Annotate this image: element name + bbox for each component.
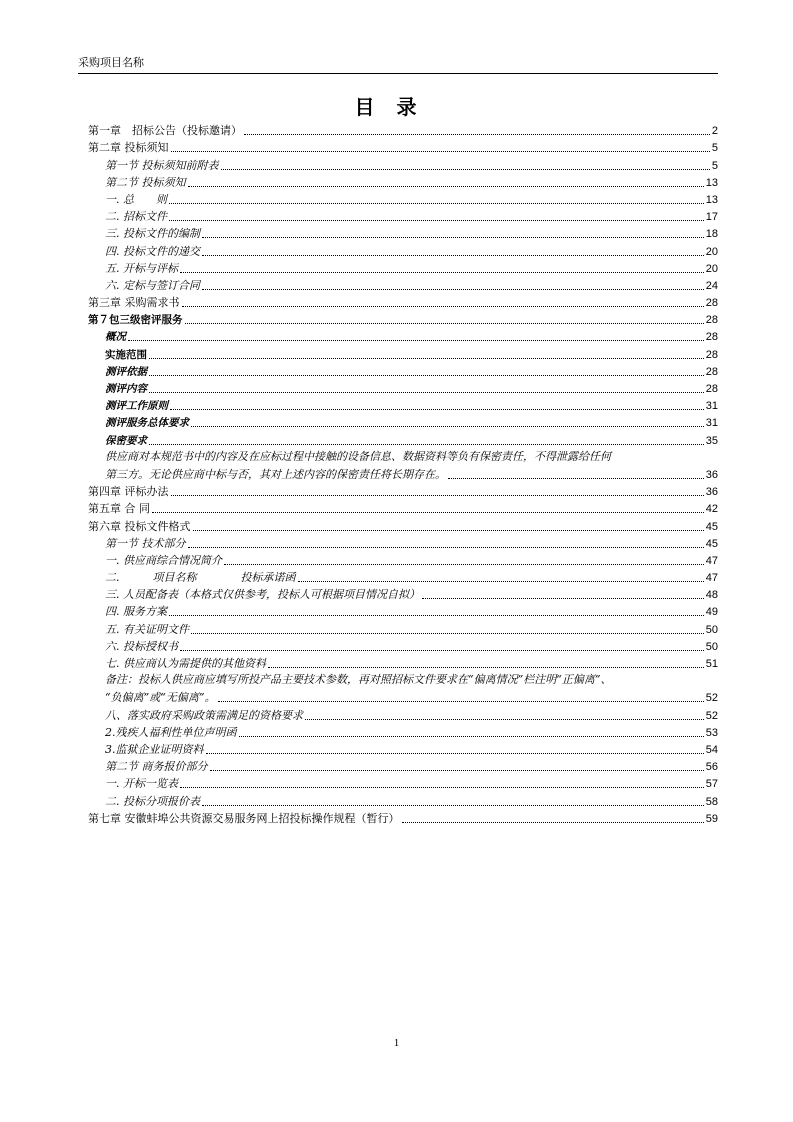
toc-entry-label: 测评依据 xyxy=(105,365,147,378)
toc-entry-label: 第７包三级密评服务 xyxy=(88,314,183,327)
toc-entry[interactable] xyxy=(88,362,718,379)
page-header xyxy=(78,56,718,74)
toc-entry-leader xyxy=(402,822,704,823)
toc-entry[interactable] xyxy=(88,241,718,258)
toc-entry[interactable] xyxy=(88,379,718,396)
toc-entry-label: 测评服务总体要求 xyxy=(105,417,189,430)
toc-entry-page: 42 xyxy=(705,503,718,516)
toc-entry-page: 17 xyxy=(705,211,718,224)
toc-entry-label: 六. 定标与签订合同 xyxy=(105,278,200,292)
toc-entry[interactable] xyxy=(88,155,718,172)
toc-entry[interactable] xyxy=(88,276,718,293)
toc-entry[interactable] xyxy=(88,121,718,138)
toc-entry[interactable] xyxy=(88,602,718,619)
toc-entry-page: 45 xyxy=(705,537,718,550)
toc-entry[interactable] xyxy=(88,568,718,585)
toc-entry-page: 36 xyxy=(705,468,718,481)
toc-entry-label: 备注：投标人供应商应填写所投产品主要技术参数，再对照招标文件要求在“偏离情况”栏注明“正偏离”、 xyxy=(105,673,612,687)
toc-entry-label: 3.监狱企业证明资料 xyxy=(105,742,204,756)
toc-entry-label: 第三章 采购需求书 xyxy=(88,296,180,310)
toc-entry-leader xyxy=(171,495,704,496)
toc-entry[interactable] xyxy=(88,190,718,207)
toc-entry-leader xyxy=(169,203,704,204)
toc-entry-page: 28 xyxy=(705,383,718,395)
toc-entry-page: 31 xyxy=(705,417,718,430)
toc-entry-label: 一. 开标一览表 xyxy=(105,777,178,791)
toc-entry-leader xyxy=(169,220,704,221)
toc-entry-page: 20 xyxy=(705,245,718,258)
toc-entry-label: 二. 投标分项报价表 xyxy=(105,794,200,808)
toc-entry-page: 28 xyxy=(705,314,718,327)
toc-entry-page: 53 xyxy=(705,726,718,739)
toc-entry-page: 35 xyxy=(705,434,718,447)
toc-entry-label: 概况 xyxy=(105,331,126,344)
toc-entry-leader xyxy=(298,581,704,582)
toc-entry[interactable] xyxy=(88,809,718,826)
toc-entry[interactable] xyxy=(88,396,718,413)
toc-entry-leader xyxy=(224,564,704,565)
toc-entry-page: 28 xyxy=(705,297,718,310)
toc-entry-leader xyxy=(182,306,704,307)
toc-entry-page: 47 xyxy=(705,572,718,585)
toc-entry-page: 13 xyxy=(705,193,718,206)
toc-entry-leader xyxy=(202,237,704,238)
toc-entry-label: 第二节 商务报价部分 xyxy=(105,760,208,774)
toc-entry-leader xyxy=(149,358,704,359)
toc-entry-page: 57 xyxy=(705,778,718,791)
toc-entry-leader xyxy=(152,512,704,513)
toc-entry-page: 50 xyxy=(705,623,718,636)
toc-entry-leader xyxy=(128,340,704,341)
toc-entry[interactable] xyxy=(88,259,718,276)
toc-entry-page: 47 xyxy=(705,554,718,567)
toc-entry-leader xyxy=(210,770,704,771)
toc-entry-label: 六. 投标授权书 xyxy=(105,639,178,653)
toc-entry[interactable] xyxy=(88,705,718,722)
toc-entry-page: 54 xyxy=(705,743,718,756)
toc-entry-label: 三. 人员配备表（本格式仅供参考，投标人可根据项目情况自拟） xyxy=(105,588,420,602)
toc-entry[interactable] xyxy=(88,551,718,568)
toc-entry-leader xyxy=(188,547,704,548)
toc-entry-leader xyxy=(188,186,704,187)
toc-entry-label-continued: “负偏离”或“无偏离”。 xyxy=(105,691,216,705)
page-number: 1 xyxy=(393,1037,400,1049)
toc-entry-leader xyxy=(149,375,704,376)
toc-entry-leader xyxy=(169,615,704,616)
toc-entry-label: 第四章 评标办法 xyxy=(88,485,169,499)
toc-entry-page: 52 xyxy=(705,692,718,705)
toc-entry-label: 一. 供应商综合情况简介 xyxy=(105,553,222,567)
toc-entry[interactable] xyxy=(88,138,718,155)
project-name: 采购项目名称 xyxy=(78,56,144,69)
toc-entry-leader xyxy=(149,392,704,393)
toc-entry-page: 45 xyxy=(705,520,718,533)
toc-entry[interactable] xyxy=(88,413,718,430)
toc-entry-page: 13 xyxy=(705,176,718,189)
toc-entry-label: 二. 项目名称 投标承诺函 xyxy=(105,571,296,585)
toc-entry[interactable] xyxy=(88,534,718,551)
toc-entry[interactable] xyxy=(88,173,718,190)
toc-entry-leader xyxy=(202,255,704,256)
toc-entry[interactable] xyxy=(88,619,718,636)
toc-entry-page: 2 xyxy=(711,125,718,138)
toc-entry-leader xyxy=(244,134,710,135)
toc-entry[interactable] xyxy=(88,224,718,241)
toc-entry-page: 31 xyxy=(705,400,718,413)
toc-entry-label: 第七章 安徽蚌埠公共资源交易服务网上招投标操作规程（暂行） xyxy=(88,811,400,825)
toc-entry[interactable] xyxy=(88,671,718,705)
toc-entry-page: 56 xyxy=(705,761,718,774)
toc-entry-page: 28 xyxy=(705,331,718,344)
toc-entry-label: 四. 服务方案 xyxy=(105,605,167,619)
toc-entry[interactable] xyxy=(88,207,718,224)
toc-entry-leader xyxy=(221,169,710,170)
toc-entry-page: 59 xyxy=(705,812,718,825)
toc-entry[interactable] xyxy=(88,585,718,602)
toc-entry-label: 七. 供应商认为需提供的其他资料 xyxy=(105,657,266,671)
toc-entry[interactable] xyxy=(88,740,718,757)
toc-entry[interactable] xyxy=(88,774,718,791)
toc-entry-page: 28 xyxy=(705,348,718,361)
toc-entry-page: 50 xyxy=(705,640,718,653)
toc-entry-page: 18 xyxy=(705,228,718,241)
toc-entry[interactable] xyxy=(88,637,718,654)
toc-entry-label: 第五章 合 同 xyxy=(88,502,150,516)
toc-entry-label: 第一节 投标须知前附表 xyxy=(105,158,219,172)
toc-entry-leader xyxy=(448,478,704,479)
toc-entry-label: 测评内容 xyxy=(105,383,147,395)
toc-entry-leader xyxy=(180,272,704,273)
toc-entry-page: 28 xyxy=(705,365,718,378)
toc-entry-leader xyxy=(239,736,704,737)
toc-entry-leader xyxy=(305,719,704,720)
toc-entry-label: 五. 开标与评标 xyxy=(105,261,178,275)
toc-entry-leader xyxy=(185,323,704,324)
toc-entry-page: 20 xyxy=(705,262,718,275)
toc-entry-label: 第二节 投标须知 xyxy=(105,175,186,189)
toc-entry-label: 四. 投标文件的递交 xyxy=(105,244,200,258)
toc-entry-page: 51 xyxy=(705,658,718,671)
toc-entry-label: 五. 有关证明文件 xyxy=(105,622,189,636)
toc-entry-label: 实施范围 xyxy=(105,348,147,361)
toc-entry-label: 供应商对本规范书中的内容及在应标过程中接触的设备信息、数据资料等负有保密责任，不得泄露给任何 xyxy=(105,449,611,463)
toc-entry-leader xyxy=(171,151,710,152)
toc-entry-page: 49 xyxy=(705,606,718,619)
toc-entry-leader xyxy=(218,701,704,702)
toc-entry-label: 2.残疾人福利性单位声明函 xyxy=(105,725,237,739)
toc-entry[interactable] xyxy=(88,516,718,533)
table-of-contents xyxy=(88,121,718,826)
toc-entry-leader xyxy=(191,633,704,634)
toc-entry-page: 52 xyxy=(705,709,718,722)
toc-entry-label: 一. 总 则 xyxy=(105,192,167,206)
toc-entry-leader xyxy=(202,289,704,290)
toc-entry[interactable] xyxy=(88,344,718,361)
toc-entry-leader xyxy=(202,805,704,806)
toc-entry[interactable] xyxy=(88,791,718,808)
toc-entry-label: 八、落实政府采购政策需满足的资格要求 xyxy=(105,708,303,722)
toc-entry-leader xyxy=(180,650,704,651)
toc-entry-label: 测评工作原则 xyxy=(105,400,168,413)
toc-entry-leader xyxy=(149,444,704,445)
toc-entry[interactable] xyxy=(88,499,718,516)
toc-entry-label: 第一章 招标公告（投标邀请） xyxy=(88,124,242,138)
toc-entry[interactable] xyxy=(88,293,718,310)
toc-entry-label: 第二章 投标须知 xyxy=(88,141,169,155)
toc-entry-leader xyxy=(206,753,704,754)
toc-entry[interactable] xyxy=(88,482,718,499)
toc-entry-page: 24 xyxy=(705,279,718,292)
toc-entry-label: 保密要求 xyxy=(105,434,147,447)
toc-entry-leader xyxy=(180,787,704,788)
toc-entry-page: 5 xyxy=(711,159,718,172)
toc-entry[interactable] xyxy=(88,430,718,447)
toc-entry-leader xyxy=(268,667,704,668)
toc-entry-page: 48 xyxy=(705,589,718,602)
toc-entry-page: 36 xyxy=(705,486,718,499)
toc-entry-leader xyxy=(170,409,704,410)
toc-entry[interactable] xyxy=(88,654,718,671)
toc-entry[interactable] xyxy=(88,310,718,327)
toc-entry[interactable] xyxy=(88,757,718,774)
toc-entry-page: 58 xyxy=(705,795,718,808)
toc-entry-label-continued: 第三方。无论供应商中标与否，其对上述内容的保密责任将长期存在。 xyxy=(105,467,446,481)
toc-entry-label: 三. 投标文件的编制 xyxy=(105,227,200,241)
toc-entry-page: 5 xyxy=(711,142,718,155)
page-title: 目录 xyxy=(354,95,439,119)
toc-entry-leader xyxy=(193,530,704,531)
toc-entry[interactable] xyxy=(88,723,718,740)
toc-entry-label: 第一节 技术部分 xyxy=(105,536,186,550)
toc-entry[interactable] xyxy=(88,327,718,344)
toc-entry-leader xyxy=(422,598,704,599)
toc-entry-leader xyxy=(191,426,704,427)
toc-entry-label: 第六章 投标文件格式 xyxy=(88,519,191,533)
toc-entry[interactable] xyxy=(88,448,718,482)
toc-entry-label: 二. 招标文件 xyxy=(105,210,167,224)
